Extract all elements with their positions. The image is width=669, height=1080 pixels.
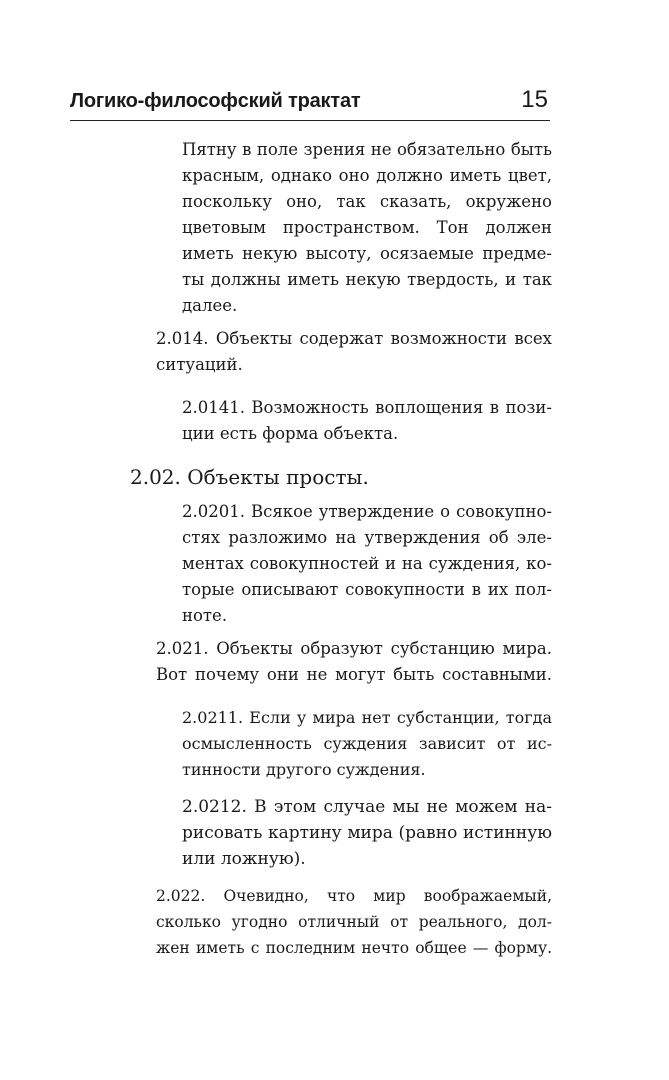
paragraph-2-0212 <box>182 794 552 872</box>
text-line: стях разложимо на утверждения об эле- <box>182 528 552 547</box>
page-header <box>70 86 550 121</box>
text-line: цветовым пространством. Тон должен <box>182 218 552 237</box>
paragraph-2-014 <box>156 326 552 378</box>
running-title: Логико-философский трактат <box>70 90 361 112</box>
paragraph-2-02 <box>130 464 552 490</box>
text-line: 2.014. Объекты содержат возможности всех <box>156 329 552 348</box>
text-line: иметь некую высоту, осязаемые предме- <box>182 244 552 263</box>
text-line: 2.0141. Возможность воплощения в пози- <box>182 398 552 417</box>
text-line: Пятну в поле зрения не обязательно быть <box>182 140 552 159</box>
paragraph-2-022 <box>156 883 552 961</box>
paragraph-2-0141 <box>182 395 552 447</box>
text-line: или ложную). <box>182 849 306 869</box>
text-line: 2.0212. В этом случае мы не можем на- <box>182 797 552 817</box>
text-line: красным, однако оно должно иметь цвет, <box>182 166 552 185</box>
paragraph-2-0201 <box>182 499 552 629</box>
text-line: торые описывают совокупности в их пол- <box>182 580 552 599</box>
text-line: ции есть форма объекта. <box>182 424 399 443</box>
text-line: осмысленность суждения зависит от ис- <box>182 734 552 753</box>
text-line: рисовать картину мира (равно истинную <box>182 823 552 843</box>
text-line: ситуаций. <box>156 355 243 374</box>
text-line: жен иметь с последним нечто общее — форму. <box>156 939 552 957</box>
text-line: далее. <box>182 296 238 315</box>
text-line: ноте. <box>182 606 228 625</box>
text-line: поскольку оно, так сказать, окружено <box>182 192 552 211</box>
paragraph-color-space <box>182 137 552 319</box>
text-line: Вот почему они не могут быть составными. <box>156 665 552 684</box>
text-line: 2.0201. Всякое утверждение о совокупно- <box>182 502 552 521</box>
text-line: сколько угодно отличный от реального, дол- <box>156 913 552 931</box>
text-line: 2.022. Очевидно, что мир воображаемый, <box>156 887 552 905</box>
text-line: 2.021. Объекты образуют субстанцию мира. <box>156 639 552 658</box>
text-line: ты должны иметь некую твердость, и так <box>182 270 552 289</box>
page-number: 15 <box>521 86 548 113</box>
text-line: 2.0211. Если у мира нет субстанции, тогда <box>182 708 552 727</box>
paragraph-2-021 <box>156 636 552 688</box>
paragraph-2-0211 <box>182 705 552 783</box>
text-line: 2.02. Объекты просты. <box>130 465 369 489</box>
text-line: ментах совокупностей и на суждения, ко- <box>182 554 552 573</box>
text-line: тинности другого суждения. <box>182 760 426 779</box>
